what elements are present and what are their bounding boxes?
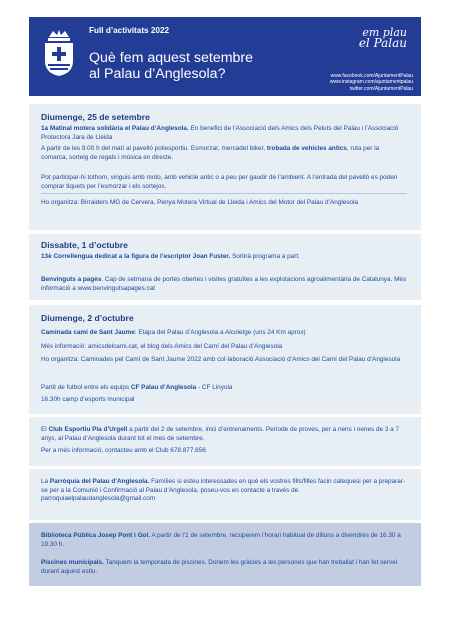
twitter-link[interactable]: twitter.com/AjuntamentPalau: [349, 85, 413, 92]
event-organizer: Ho organitza: Birraiders MG de Cervera, Penya Motera Virtual de Lleida i Amics del Motor del Palau d’Anglesola: [41, 199, 359, 206]
event-name: Benvinguts a pagès: [41, 276, 102, 283]
event-text: A partir de les 9.00 h del matí al pavelló poliesportiu. Esmorzar, mercadet biker,: [41, 145, 267, 152]
em-plau-logo: [347, 28, 407, 48]
event-name: Biblioteca Pública Josep Pont i Gol.: [41, 532, 151, 539]
event-paragraph: [41, 384, 407, 393]
event-name: Piscines municipals.: [41, 559, 104, 566]
event-name: 1a Matinal motera solidària el Palau d’Anglesola.: [41, 125, 189, 132]
event-name: 13è Correllengua dedicat a la figura de l’escriptor Joan Fuster.: [41, 253, 231, 260]
event-text: A partir de l’1 de setembre, recuperem l’horari habitual de dilluns a divendres de 16.30 a 19.30 h.: [41, 532, 401, 548]
section-parroquia: [29, 469, 421, 520]
logo-line-2: el Palau: [358, 36, 407, 50]
event-info: Més informació: amicsdelcami.cat, el blog dels Amics del Camí del Palau d’Anglesola: [41, 343, 283, 350]
event-text: Tanquem la temporada de piscines. Donem les gràcies a les persones que han treballat i han fet servei durant aquest estiu.: [41, 559, 398, 575]
municipal-crest-icon: [41, 29, 77, 77]
section-title: Diumenge, 2 d’octubre: [41, 313, 134, 323]
event-text: , ruta per la comarca, sorteig de regals i música en directe.: [41, 145, 380, 161]
event-text: Famílies si esteu interessades en què els vostres fills/filles facin catequesi per a preparar-se per a la Comunió i Confirmació al Palau d’Anglesola, poseu-vos en contacte a través de parroquiaelpalaudanglesola@gmail.com: [41, 478, 406, 503]
event-name: Parròquia del Palau d’Anglesola.: [49, 478, 150, 485]
event-highlight: trobada de vehicles antics: [266, 145, 347, 152]
instagram-link[interactable]: www.instagram.com/ajuntamentpalau: [329, 79, 413, 86]
divider: [41, 193, 407, 194]
event-text: : Etapa del Palau d’Anglesola a Alcoletge (uns 24 Km aprox): [134, 329, 306, 336]
event-name: Club Esportiu Pla d’Urgell: [48, 426, 128, 433]
section-club-esportiu: [29, 417, 421, 466]
event-paragraph: [41, 478, 407, 504]
event-paragraph: [41, 426, 407, 443]
social-links: [330, 73, 413, 92]
event-text: . Cap de setmana de portes obertes i visites gratuïtes a les explotacions agroalimentària de Catalunya. Més informació a www.benvingutsapages.cat: [41, 276, 407, 292]
logo-line-1: em plau: [362, 26, 407, 39]
page-header: [29, 17, 421, 96]
event-text: a partir del 2 de setembre, inici d’entrenaments. Període de proves, per a nens i nenes de 3 a 7 anys, al Palau d’Anglesola durant tot el mes de setembre.: [41, 426, 400, 442]
event-paragraph: [41, 329, 407, 338]
title-line-1: Què fem aquest setembre: [89, 50, 254, 66]
section-25-setembre: [29, 104, 421, 230]
event-contact: Per a més informació, contacteu amb el Club 678.877.856: [41, 447, 206, 454]
event-paragraph: Pot participar-hi tothom, vinguis amb moto, amb vehicle antic o a peu per gaudir de l’ambient. A l’entrada del pavelló es poden comprar tiquets per l’esmorzar i els sortejos.: [41, 174, 398, 190]
facebook-link[interactable]: www.facebook.com/AjuntamentPalau: [330, 73, 413, 79]
event-text: Sortirà programa a part.: [230, 253, 300, 260]
event-paragraph: [41, 559, 407, 576]
event-text: El: [41, 426, 49, 433]
event-paragraph: [41, 276, 407, 293]
event-name: Caminada camí de Sant Jaume: [41, 329, 135, 336]
event-text: Partit de futbol entre els equips: [41, 384, 131, 391]
event-paragraph: [41, 125, 407, 142]
section-2-octubre: [29, 305, 421, 414]
event-text: La: [41, 478, 50, 485]
event-name: CF Palau d’Anglesola: [130, 384, 197, 391]
event-text: En benefici de l’Associació dels Amics dels Peluts del Palau i l’Associació Protectora Jara de Lleida: [41, 125, 399, 141]
event-text: - CF Linyola: [196, 384, 233, 391]
header-subtitle: Full d’activitats 2022: [89, 26, 170, 35]
event-time: 16.30h camp d’esports municipal: [41, 396, 135, 403]
page-title: [89, 50, 299, 82]
event-paragraph: [41, 532, 407, 549]
section-title: Diumenge, 25 de setembre: [41, 112, 150, 122]
section-1-octubre: [29, 234, 421, 300]
event-organizer: Ho organitza: Caminades pel Camí de Sant Jaume 2022 amb col·laboració Associació d’Amics del Camí del Palau d’Anglesola: [41, 356, 401, 363]
section-biblioteca-piscines: [29, 523, 421, 586]
title-line-2: al Palau d’Anglesola?: [89, 66, 226, 82]
event-paragraph: [41, 145, 407, 162]
section-title: Dissabte, 1 d’octubre: [41, 240, 128, 250]
event-paragraph: [41, 253, 407, 262]
